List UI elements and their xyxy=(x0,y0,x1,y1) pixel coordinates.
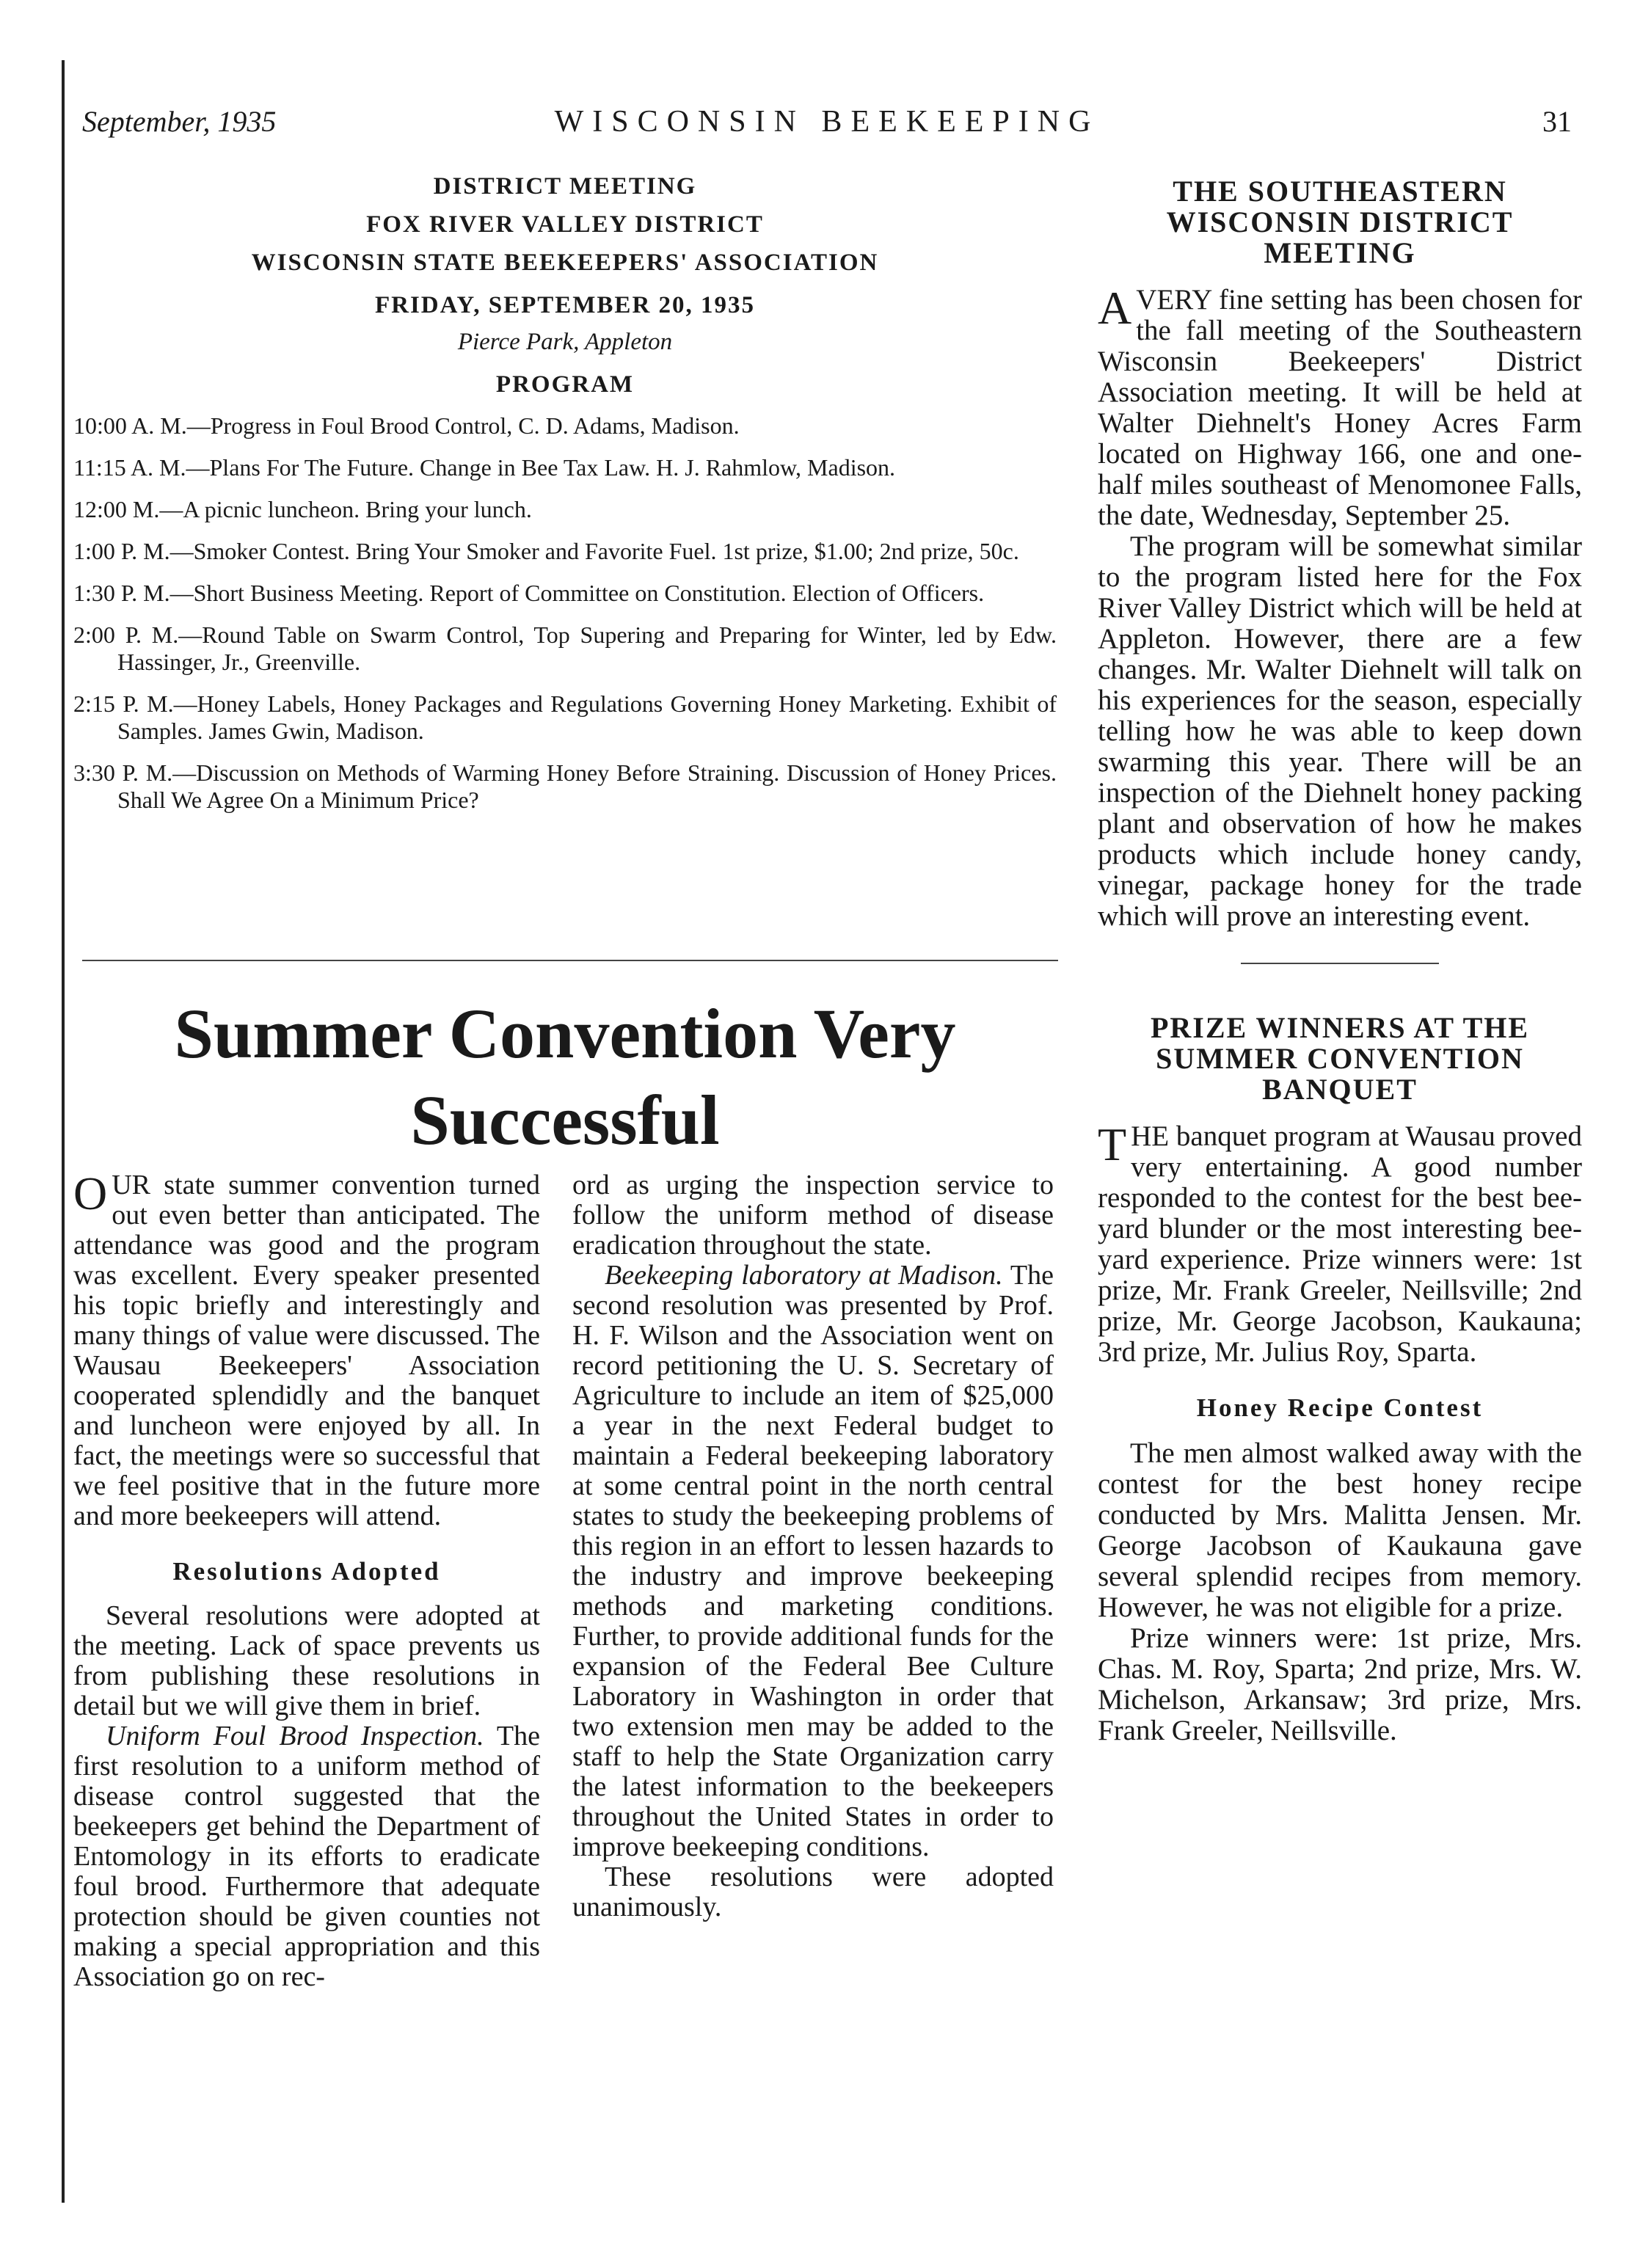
paragraph: Prize winners were: 1st prize, Mrs. Chas. M. Roy, Sparta; 2nd prize, Mrs. W. Michelson, Arkansaw; 3rd prize, Mrs. Frank Greeler, Neillsville. xyxy=(1098,1622,1582,1746)
paragraph: THE banquet program at Wausau proved very entertaining. A good number responded to the contest for the best bee-yard blunder or the most interesting bee-yard experience. Prize winners were: 1st prize, Mr. Frank Greeler, Neillsville; 2nd prize, Mr. George Jacobson, Kaukauna; 3rd prize, Mr. Julius Roy, Sparta. xyxy=(1098,1118,1582,1368)
article-column-1 xyxy=(73,1167,540,1992)
program-item: 12:00 M.—A picnic luncheon. Bring your lunch. xyxy=(73,496,532,522)
program-item: 2:15 P. M.—Honey Labels, Honey Packages and Regulations Governing Honey Marketing. Exhibit of Samples. James Gwin, Madison. xyxy=(73,690,1057,744)
paragraph: Beekeeping laboratory at Madison. The second resolution was presented by Prof. H. F. Wilson and the Association went on record petitioning the U. S. Secretary of Agriculture to include an item of $25,000 a year in the next Federal budget to maintain a Federal beekeeping laboratory at some central point in the north central states to study the beekeeping problems of this region in an effort to lessen hazards to the industry and improve beekeeping methods and marketing conditions. Further, to provide additional funds for the expansion of the Federal Bee Culture Laboratory in Washington in order that two extension men may be added to the staff to help the State Organization carry the latest information to the beekeepers throughout the United States in order to improve beekeeping conditions. xyxy=(572,1260,1054,1862)
program-item: 10:00 A. M.—Progress in Foul Brood Control, C. D. Adams, Madison. xyxy=(73,412,740,439)
program-item: 2:00 P. M.—Round Table on Swarm Control, Top Supering and Preparing for Winter, led by Edw. Hassinger, Jr., Greenville. xyxy=(73,621,1057,675)
article-column-right xyxy=(1098,176,1582,1746)
program-heading-2: FOX RIVER VALLEY DISTRICT xyxy=(366,211,764,238)
paragraph: Several resolutions were adopted at the meeting. Lack of space prevents us from publishing these resolutions in detail but we will give them in brief. xyxy=(73,1600,540,1721)
paragraph: These resolutions were adopted unanimously. xyxy=(572,1862,1054,1922)
section-divider xyxy=(82,960,1058,961)
paragraph: The men almost walked away with the contest for the best honey recipe conducted by Mrs. Malitta Jensen. Mr. George Jacobson of Kaukauna gave several splendid recipes from memory. However, he was not eligible for a prize. xyxy=(1098,1437,1582,1623)
article-column-2 xyxy=(572,1170,1054,1922)
program-item: 1:30 P. M.—Short Business Meeting. Report of Committee on Constitution. Election of Officers. xyxy=(73,580,985,606)
running-header xyxy=(82,104,1572,141)
program-date: FRIDAY, SEPTEMBER 20, 1935 xyxy=(374,292,756,318)
drop-cap: O xyxy=(73,1167,108,1219)
program-item: 3:30 P. M.—Discussion on Methods of Warming Honey Before Straining. Discussion of Honey Prices. Shall We Agree On a Minimum Price? xyxy=(73,759,1057,813)
subheading-resolutions: Resolutions Adopted xyxy=(172,1557,441,1586)
issue-date: September, 1935 xyxy=(82,105,277,138)
drop-cap: A xyxy=(1098,282,1132,334)
program-label: PROGRAM xyxy=(495,371,635,398)
article-headline xyxy=(73,991,1057,1164)
southeastern-heading: THE SOUTHEASTERN WISCONSIN DISTRICT MEETING xyxy=(1166,175,1514,269)
program-item: 11:15 A. M.—Plans For The Future. Change in Bee Tax Law. H. J. Rahmlow, Madison. xyxy=(73,454,896,481)
resolution-title: Beekeeping laboratory at Madison. xyxy=(605,1260,1003,1291)
resolution-title: Uniform Foul Brood Inspection. xyxy=(106,1721,484,1751)
prize-winners-heading: PRIZE WINNERS AT THE SUMMER CONVENTION BANQUET xyxy=(1150,1011,1530,1106)
paragraph: AVERY fine setting has been chosen for the fall meeting of the Southeastern Wisconsin Beekeepers' District Association meeting. It will be held at Walter Diehnelt's Honey Acres Farm located on Highway 166, one and one-half miles southeast of Menomonee Falls, the date, Wednesday, September 25. xyxy=(1098,282,1582,531)
district-meeting-program xyxy=(73,167,1057,828)
program-item: 1:00 P. M.—Smoker Contest. Bring Your Smoker and Favorite Fuel. 1st prize, $1.00; 2nd prize, 50c. xyxy=(73,538,1019,564)
program-heading-1: DISTRICT MEETING xyxy=(433,173,697,200)
subheading-recipe-contest: Honey Recipe Contest xyxy=(1196,1393,1484,1422)
headline-line-1: Summer Convention Very xyxy=(174,994,956,1073)
paragraph: Uniform Foul Brood Inspection. The first resolution to a uniform method of disease control suggested that the beekeepers get behind the Department of Entomology in its efforts to eradicate foul brood. Furthermore that adequate protection should be given counties not making a special appropriation and this Association go on rec- xyxy=(73,1721,540,1992)
program-heading-3: WISCONSIN STATE BEEKEEPERS' ASSOCIATION xyxy=(251,249,879,276)
paragraph: ord as urging the inspection service to follow the uniform method of disease eradication throughout the state. xyxy=(572,1170,1054,1261)
program-location: Pierce Park, Appleton xyxy=(457,329,673,355)
headline-line-2: Successful xyxy=(410,1081,720,1159)
journal-title: WISCONSIN BEEKEEPING xyxy=(554,105,1100,139)
page-number: 31 xyxy=(1542,105,1572,138)
section-divider xyxy=(1241,963,1439,964)
drop-cap: T xyxy=(1098,1118,1127,1170)
left-margin-rule xyxy=(62,60,65,2203)
paragraph: The program will be somewhat similar to the program listed here for the Fox River Valley District which will be held at Appleton. However, there are a few changes. Mr. Walter Diehnelt will talk on his experiences for the season, especially telling how he was able to keep down swarming this year. There will be an inspection of the Diehnelt honey packing plant and observation of how he makes products which include honey candy, vinegar, package honey for the trade which will prove an interesting event. xyxy=(1098,530,1582,932)
paragraph: OUR state summer convention turned out even better than anticipated. The attendance was good and the program was excellent. Every speaker presented his topic briefly and interestingly and many things of value were discussed. The Wausau Beekeepers' Association cooperated splendidly and the banquet and luncheon were enjoyed by all. In fact, the meetings were so successful that we feel positive that in the future more and more beekeepers will attend. xyxy=(73,1167,540,1531)
